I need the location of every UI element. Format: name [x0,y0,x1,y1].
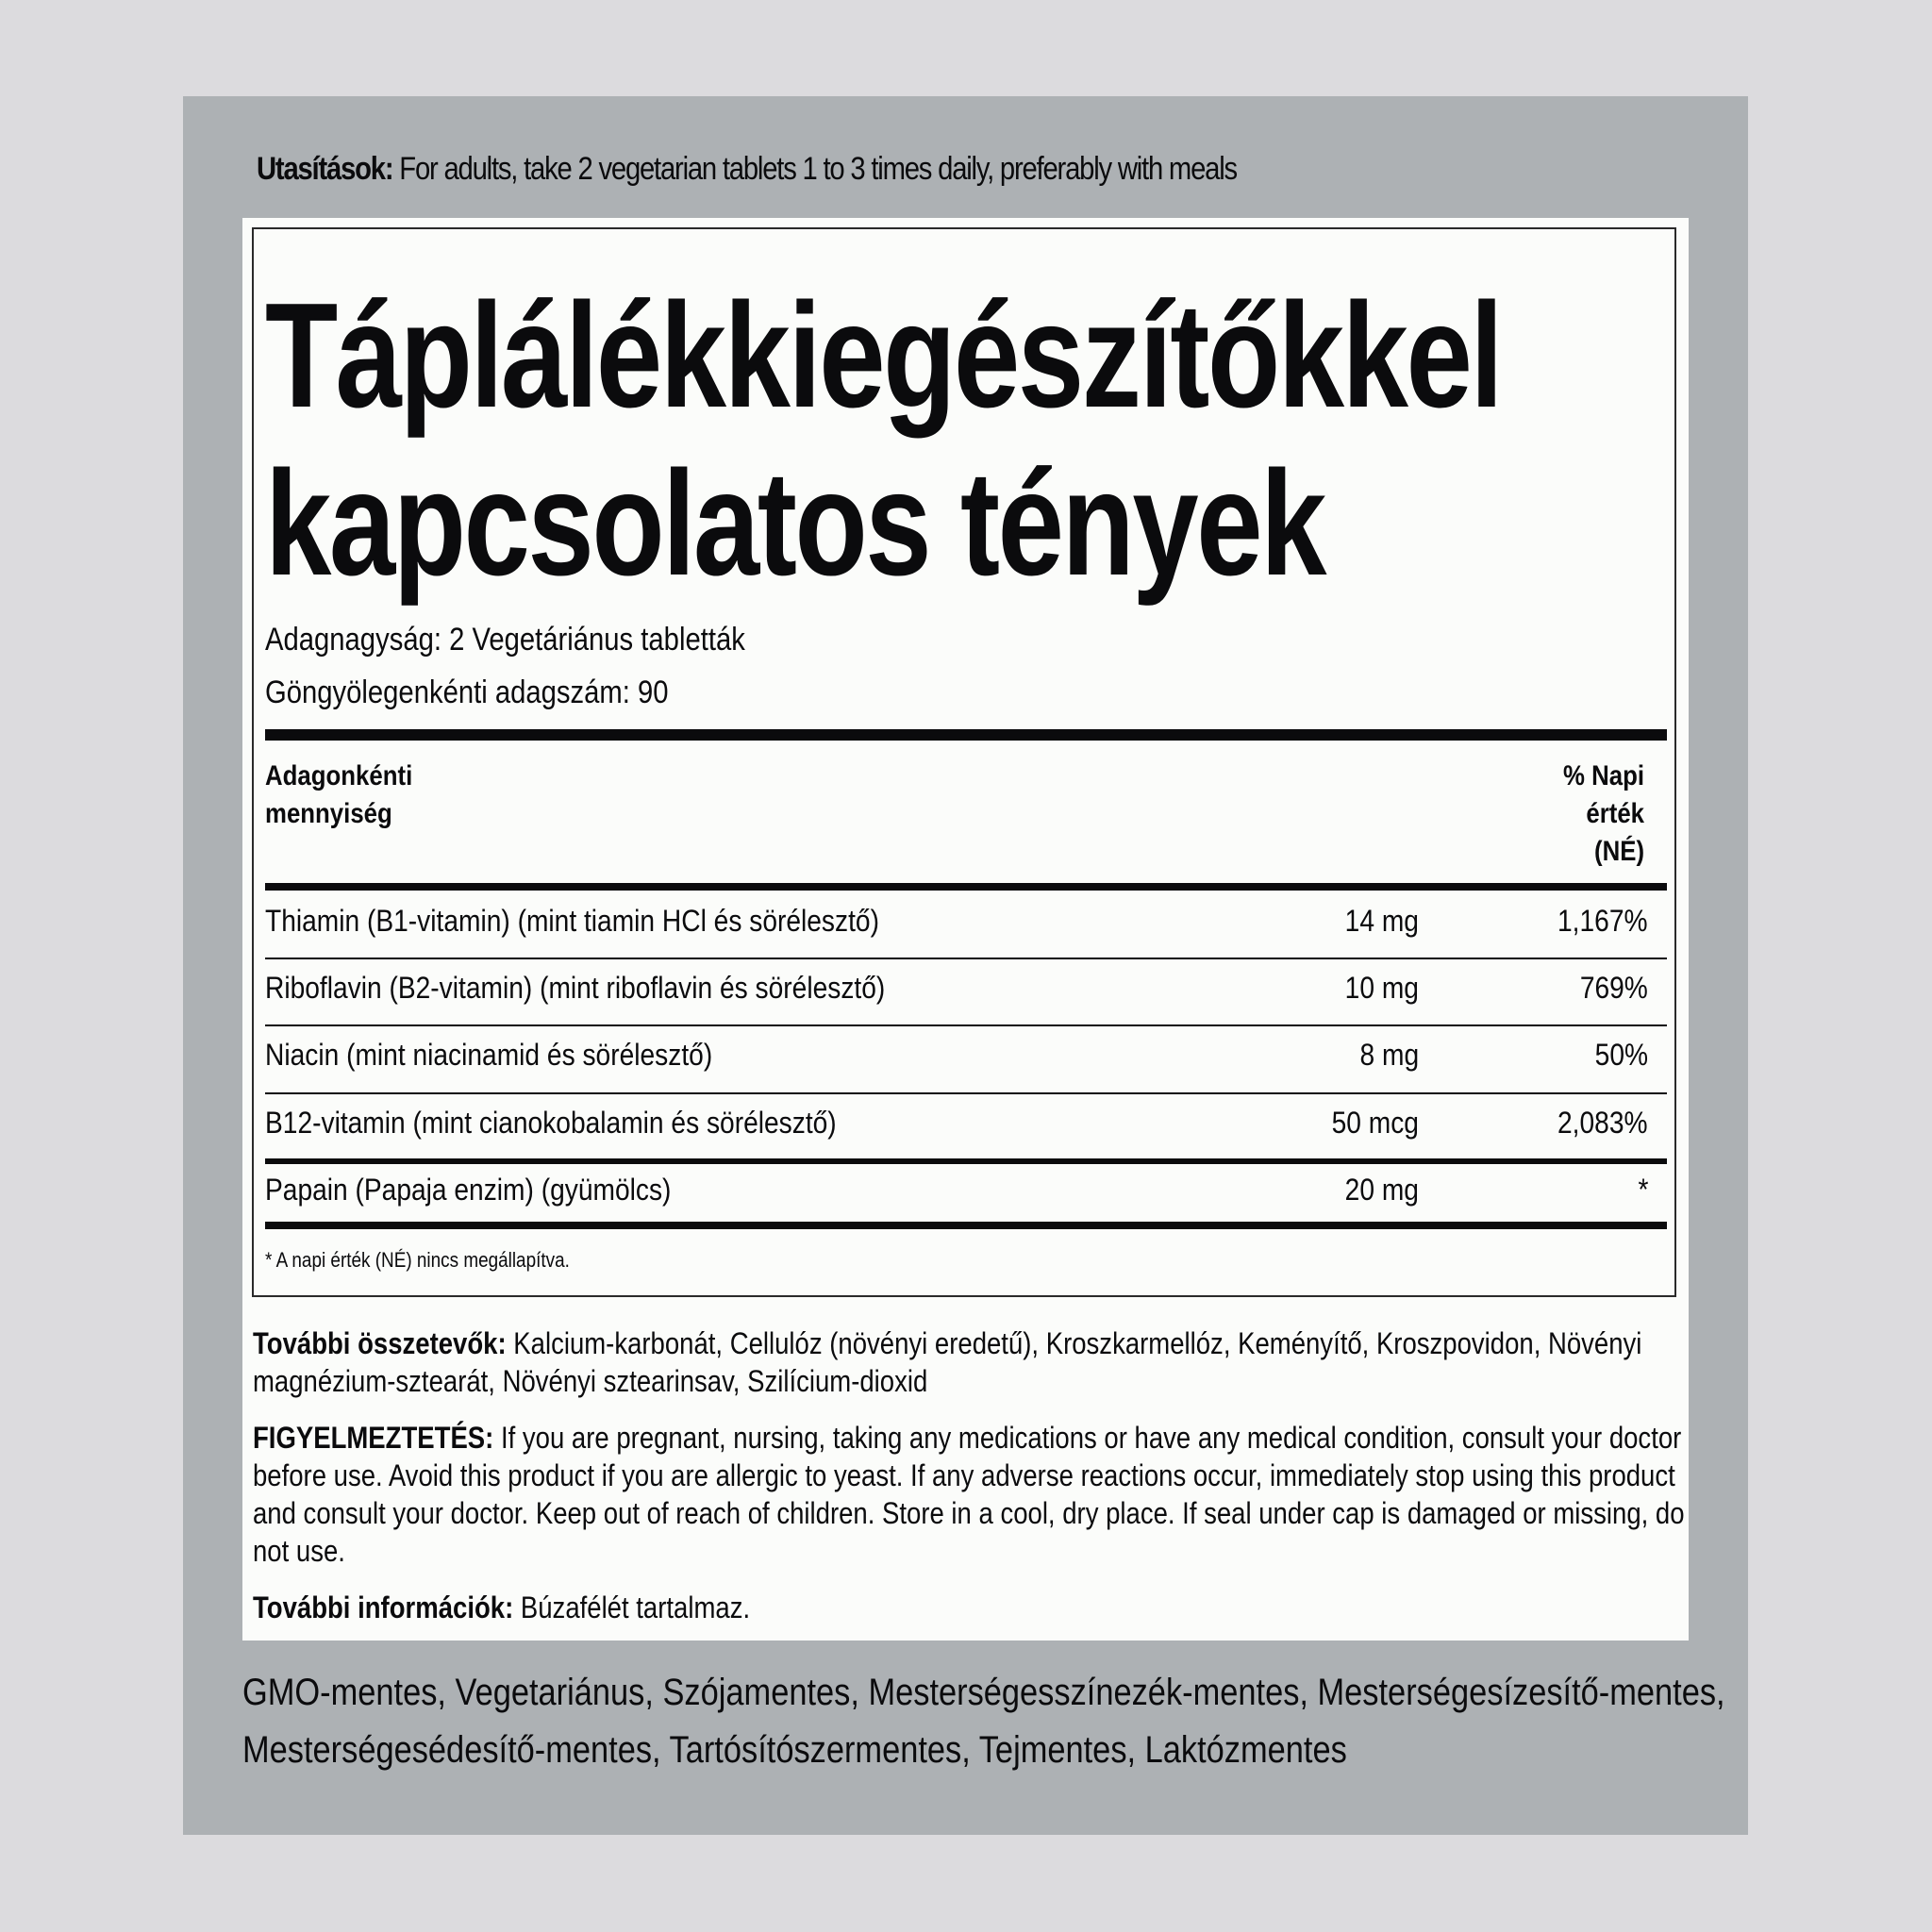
daily-value-header [1563,758,1644,871]
other-ingredients-label: További összetevők: [253,1326,507,1360]
facts-title [265,272,1501,608]
table-row [265,892,1667,949]
thick-divider [265,1222,1667,1229]
more-info-label: További információk: [253,1591,514,1624]
header-text: (NÉ) [1593,836,1644,867]
nutrient-name: Papain (Papaja enzim) (gyümölcs) [265,1173,672,1207]
nutrient-amount: 8 mg [1359,1038,1419,1072]
serving-size: Adagnagyság: 2 Vegetáriánus tabletták [265,622,745,658]
product-claims: GMO-mentes, Vegetariánus, Szójamentes, Mesterségesszínezék-mentes, Mesterségesízesítő-mentes, Mesterségesédesítő-mentes, Tartósítószermentes, Tejmentes, Laktózmentes [242,1672,1725,1771]
nutrient-name: Riboflavin (B2-vitamin) (mint riboflavin és sörélesztő) [265,971,886,1005]
header-divider [265,883,1667,891]
nutrient-dv: * [1638,1173,1648,1207]
nutrient-dv: 50% [1594,1038,1648,1072]
facts-title-line1: Táplálékkiegészítőkkel [265,273,1502,439]
other-ingredients-text: Kalcium-karbonát, Cellulóz (növényi eredetű), Kroszkarmellóz, Keményítő, Kroszpovidon, Növényi magnézium-sztearát, Növényi sztearinsav, Szilícium-dioxid [253,1326,1642,1398]
more-info [253,1589,1697,1626]
nutrient-name: B12-vitamin (mint cianokobalamin és sörélesztő) [265,1106,837,1140]
table-row [265,1161,1667,1218]
nutrient-amount: 10 mg [1344,971,1419,1005]
directions-label: Utasítások: [257,151,393,187]
servings-per-container: Göngyölegenkénti adagszám: 90 [265,675,669,710]
nutrient-amount: 20 mg [1344,1173,1419,1207]
nutrient-amount: 50 mcg [1331,1106,1419,1140]
table-row [265,1026,1667,1083]
header-text: % Napi [1562,760,1644,791]
other-ingredients [253,1324,1697,1400]
warning [253,1419,1697,1570]
nutrient-dv: 769% [1579,971,1648,1005]
header-text: mennyiség [265,798,392,829]
warning-text: If you are pregnant, nursing, taking any medications or have any medical condition, consult your doctor before use. Avoid this product if you are allergic to yeast. If any adverse reactions occur, immediately stop using this product and consult your doctor. Keep out of reach of children. Store in a cool, dry place. If seal under cap is damaged or missing, do not use. [253,1421,1685,1568]
nutrient-amount: 14 mg [1344,904,1419,938]
footnote: * A napi érték (NÉ) nincs megállapítva. [265,1248,570,1272]
facts-title-line2: kapcsolatos tények [265,441,1325,607]
header-text: érték [1586,798,1644,829]
header-text: Adagonkénti [265,760,413,791]
more-info-text: Búzafélét tartalmaz. [513,1591,751,1624]
table-row [265,1094,1667,1151]
supplement-facts-panel [252,227,1676,1297]
nutrient-dv: 2,083% [1557,1106,1648,1140]
directions [257,151,1237,188]
table-row [265,959,1667,1016]
nutrient-name: Niacin (mint niacinamid és sörélesztő) [265,1038,713,1072]
thick-divider [265,729,1667,741]
warning-label: FIGYELMEZTETÉS: [253,1421,494,1455]
amount-per-serving-header [265,758,412,833]
nutrient-dv: 1,167% [1557,904,1648,938]
directions-text: For adults, take 2 vegetarian tablets 1 to 3 times daily, preferably with meals [392,151,1237,187]
nutrient-name: Thiamin (B1-vitamin) (mint tiamin HCl és sörélesztő) [265,904,879,938]
